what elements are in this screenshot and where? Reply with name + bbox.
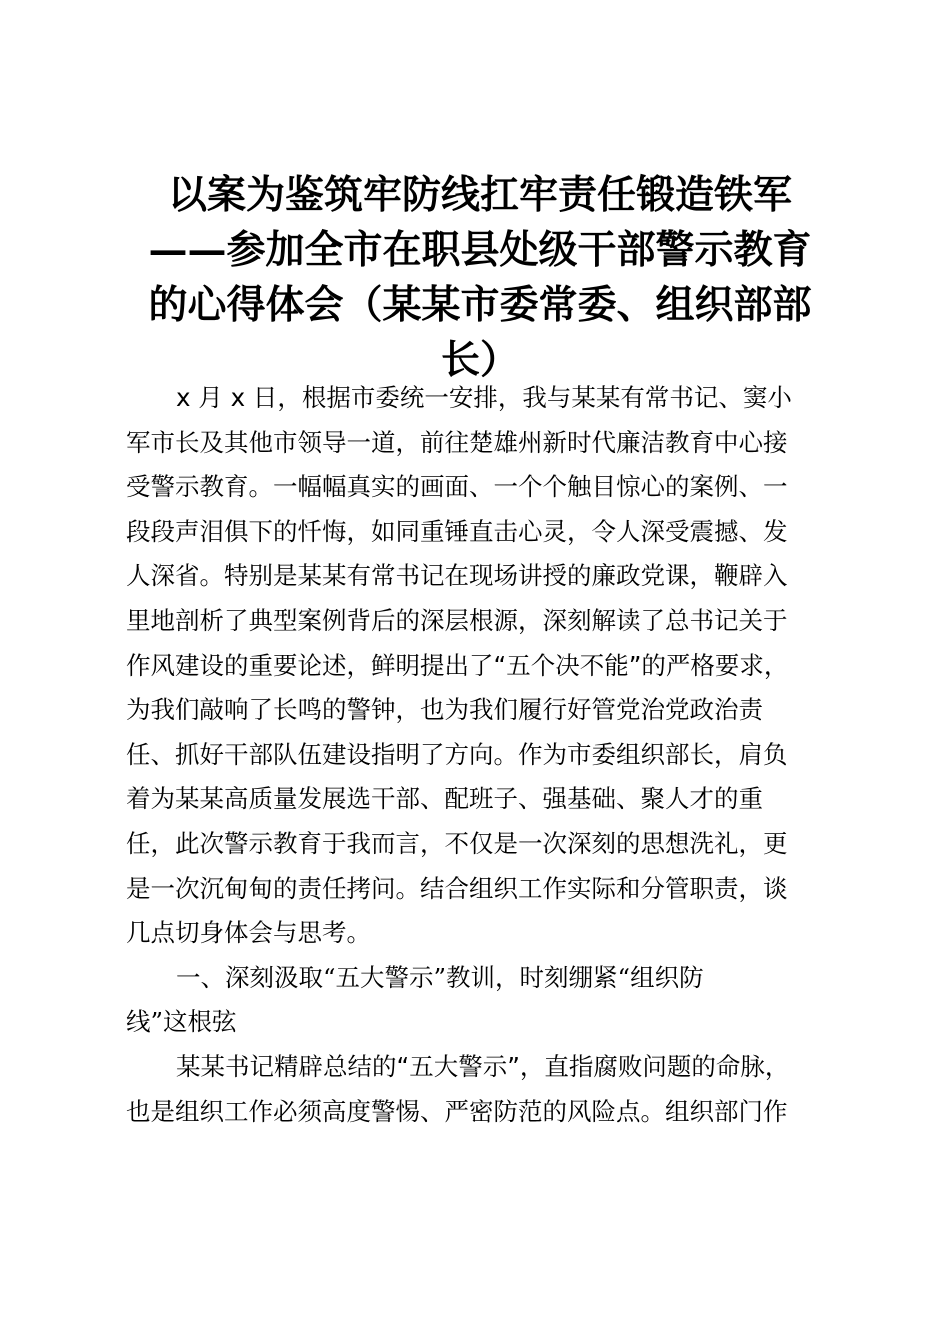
paragraph-line: 几点切身体会与思考。 [126, 918, 371, 948]
paragraph-line: x 月 x 日，根据市委统一安排，我与某某有常书记、窦小 [176, 383, 792, 412]
document-body [126, 376, 826, 1134]
paragraph-line: 任，此次警示教育于我而言，不仅是一次深刻的思想洗礼，更 [126, 828, 788, 858]
paragraph-intro [126, 376, 826, 956]
title-line-2: ——参加全市在职县处级干部警示教育 [148, 227, 812, 273]
paragraph-line: 为我们敲响了长鸣的警钟，也为我们履行好管党治党政治责 [126, 695, 763, 725]
heading-line: 线”这根弦 [126, 1007, 237, 1037]
document-title [120, 168, 840, 388]
paragraph-line: 军市长及其他市领导一道，前往楚雄州新时代廉洁教育中心接 [126, 427, 788, 457]
paragraph-line: 里地剖析了典型案例背后的深层根源，深刻解读了总书记关于 [126, 605, 788, 635]
title-line-1: 以案为鉴筑牢防线扛牢责任锻造铁军 [167, 172, 792, 218]
paragraph-line: 也是组织工作必须高度警惕、严密防范的风险点。组织部门作 [126, 1096, 788, 1126]
title-line-4: 长） [440, 337, 519, 383]
paragraph-line: 某某书记精辟总结的“五大警示”，直指腐败问题的命脉， [176, 1051, 790, 1081]
paragraph-section-1 [126, 1045, 826, 1134]
paragraph-line: 段段声泪俱下的忏悔，如同重锤直击心灵，令人深受震撼、发 [126, 516, 788, 546]
paragraph-line: 人深省。特别是某某有常书记在现场讲授的廉政党课，鞭辟入 [126, 561, 788, 591]
title-line-3: 的心得体会（某某市委常委、组织部部 [148, 282, 812, 328]
paragraph-line: 受警示教育。一幅幅真实的画面、一个个触目惊心的案例、一 [126, 472, 788, 502]
section-heading-1 [126, 956, 826, 1045]
paragraph-line: 是一次沉甸甸的责任拷问。结合组织工作实际和分管职责，谈 [126, 873, 788, 903]
paragraph-line: 任、抓好干部队伍建设指明了方向。作为市委组织部长，肩负 [126, 739, 788, 769]
paragraph-line: 着为某某高质量发展选干部、配班子、强基础、聚人才的重 [126, 784, 763, 814]
heading-line: 一、深刻汲取“五大警示”教训，时刻绷紧“组织防 [176, 962, 704, 992]
paragraph-line: 作风建设的重要论述，鲜明提出了“五个决不能”的严格要求， [126, 650, 789, 680]
